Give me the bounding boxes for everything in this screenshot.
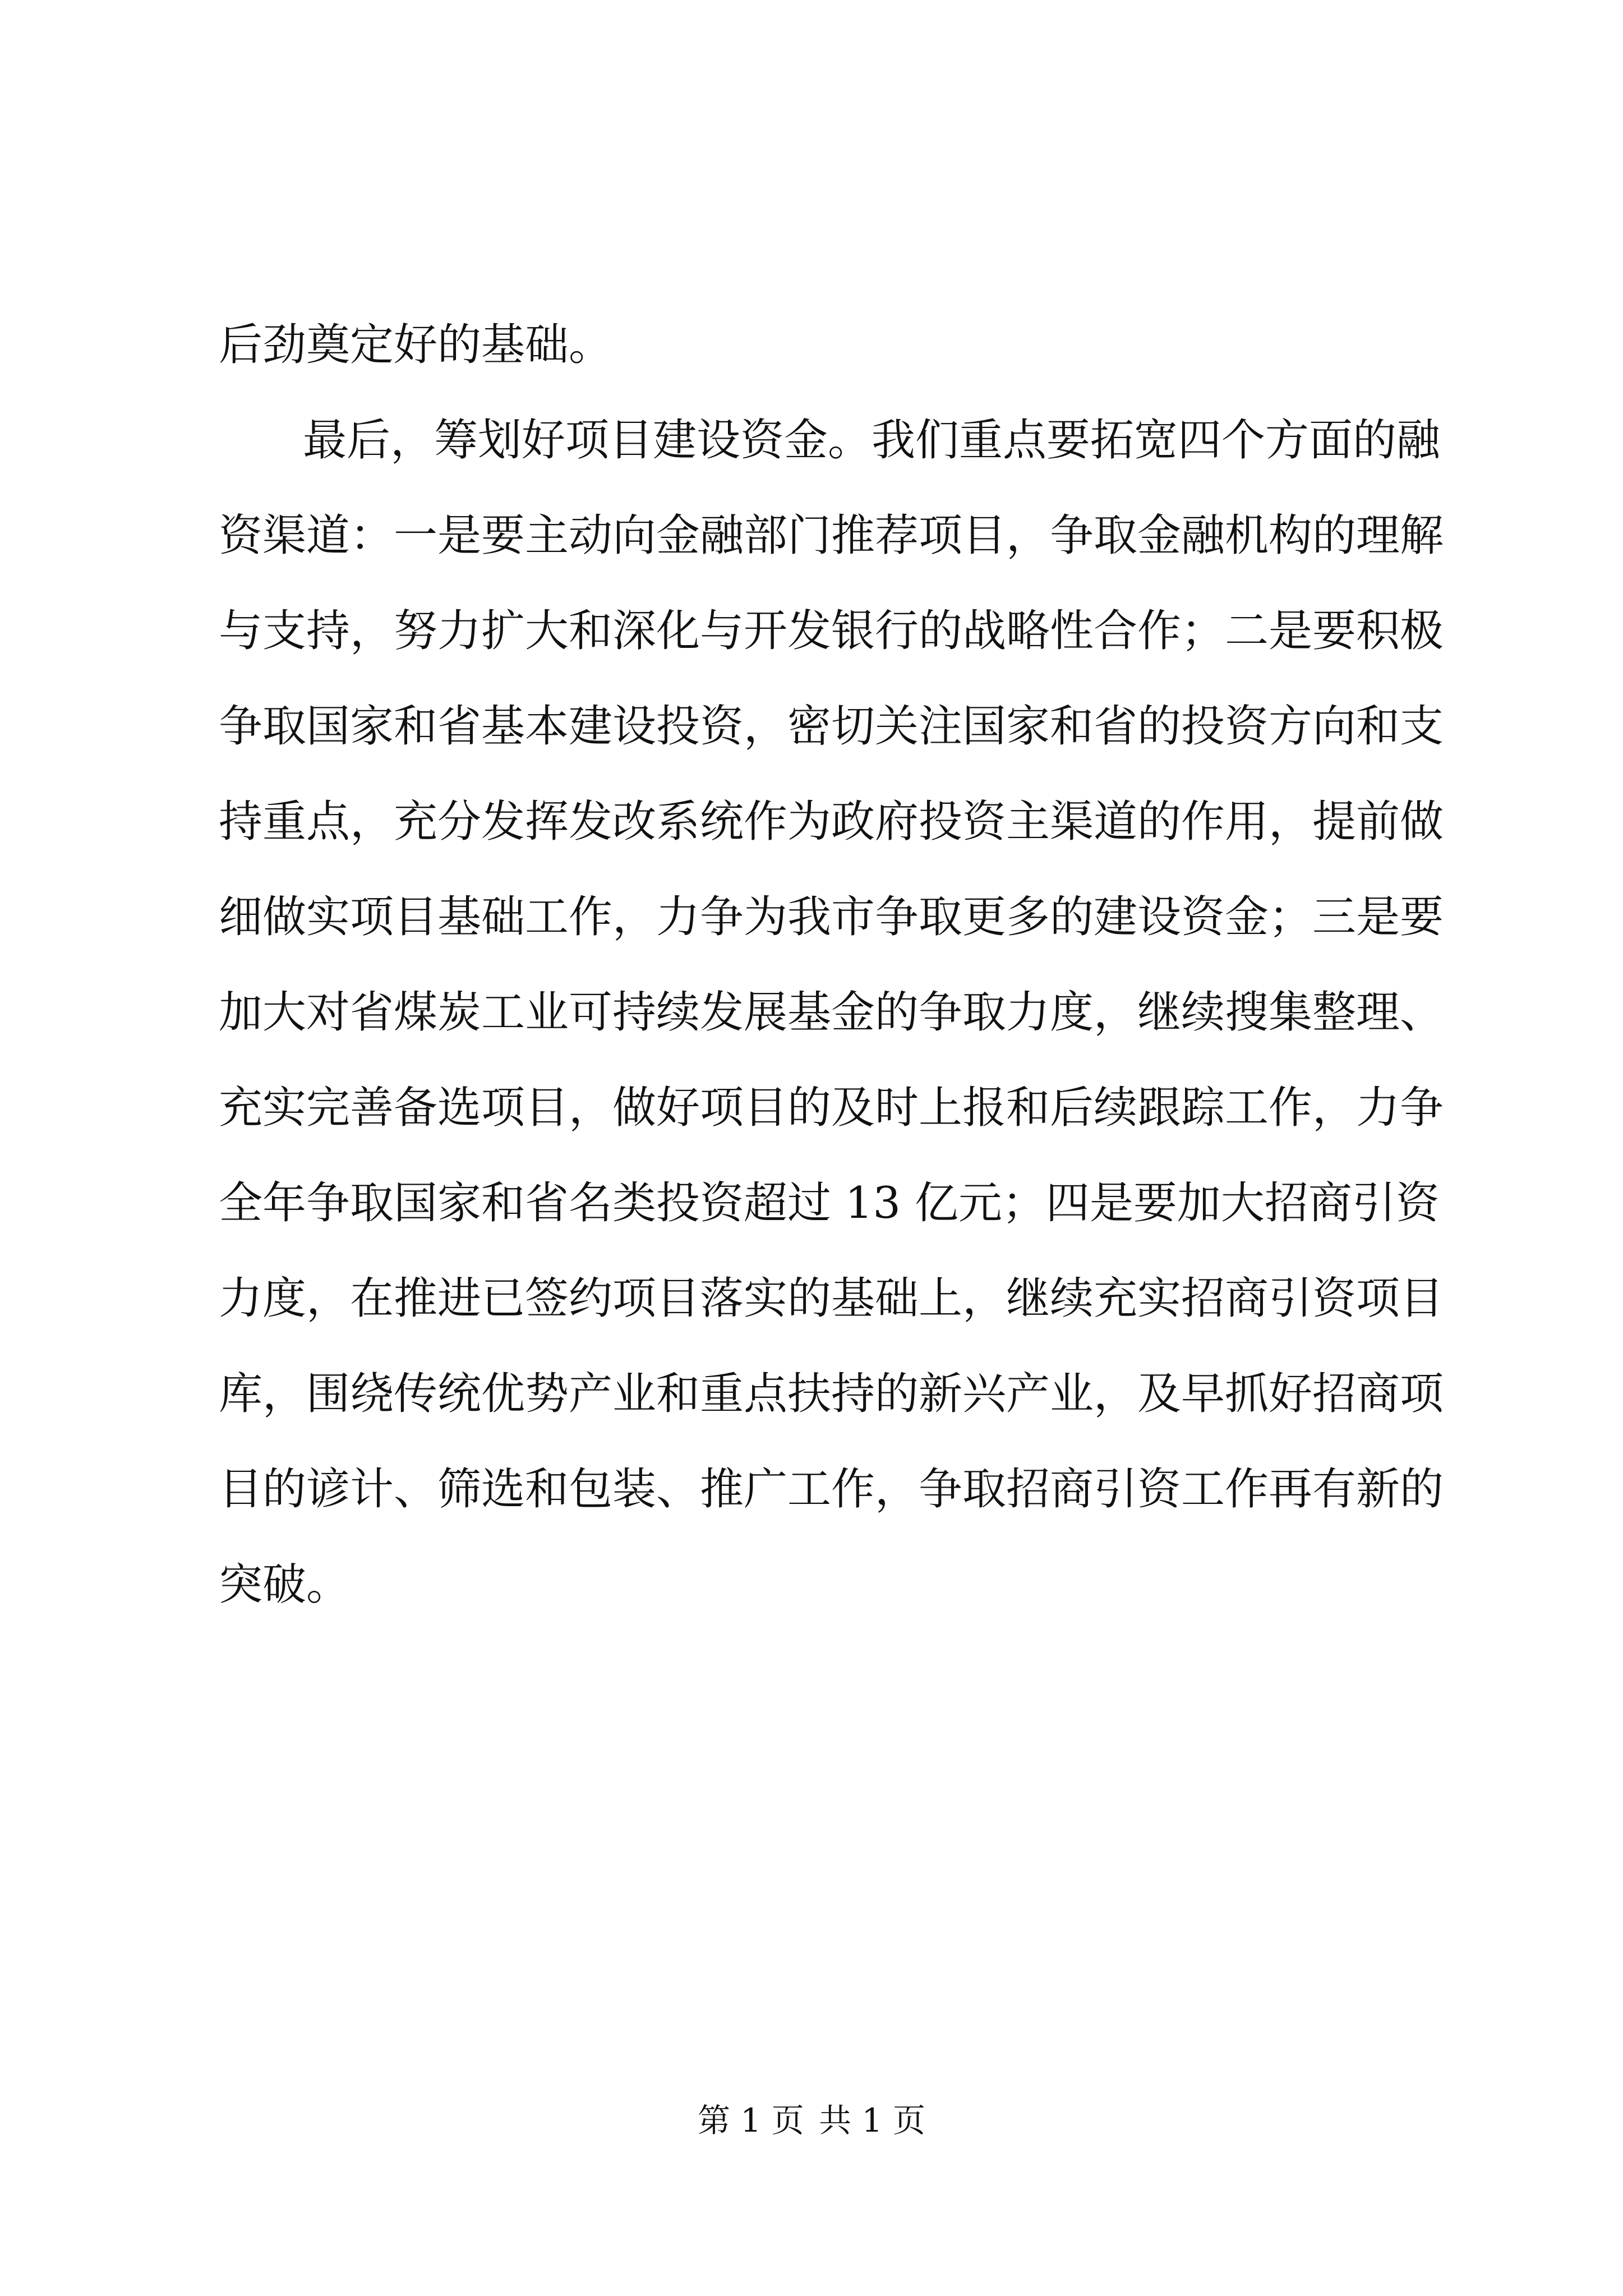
page-footer — [0, 2098, 1623, 2143]
paragraph-line: 持重点，充分发挥发改系统作为政府投资主渠道的作用，提前做 — [219, 797, 1444, 847]
paragraph-line: 细做实项目基础工作，力争为我市争取更多的建设资金；三是要 — [219, 892, 1444, 942]
paragraph-line: 全年争取国家和省名类投资超过 13 亿元；四是要加大招商引资 — [219, 1178, 1440, 1228]
paragraph-line: 与支持，努力扩大和深化与开发银行的战略性合作；二是要积极 — [219, 606, 1444, 656]
paragraph-line: 争取国家和省基本建设投资，密切关注国家和省的投资方向和支 — [219, 701, 1444, 752]
page-number: 第 1 页 — [698, 2101, 804, 2139]
body-text — [219, 297, 1444, 1632]
paragraph-line: 充实完善备选项目，做好项目的及时上报和后续跟踪工作，力争 — [219, 1083, 1444, 1133]
paragraph-line: 加大对省煤炭工业可持续发展基金的争取力度，继续搜集整理、 — [219, 987, 1444, 1038]
paragraph-line: 目的谚计、筛选和包装、推广工作，争取招商引资工作再有新的 — [219, 1464, 1444, 1515]
paragraph-line: 力度，在推进已签约项目落实的基础上，继续充实招商引资项目 — [219, 1273, 1444, 1324]
paragraph-line: 突破。 — [219, 1559, 351, 1610]
total-pages: 共 1 页 — [819, 2101, 925, 2139]
paragraph-line: 库，围绕传统优势产业和重点扶持的新兴产业，及早抓好招商项 — [219, 1369, 1444, 1419]
paragraph-line: 最后，筹划好项目建设资金。我们重点要拓宽四个方面的融 — [303, 415, 1441, 466]
paragraph-line: 资渠道：一是要主动向金融部门推荐项目，争取金融机构的理解 — [219, 510, 1444, 561]
paragraph-line: 后劲奠定好的基础。 — [219, 320, 613, 370]
